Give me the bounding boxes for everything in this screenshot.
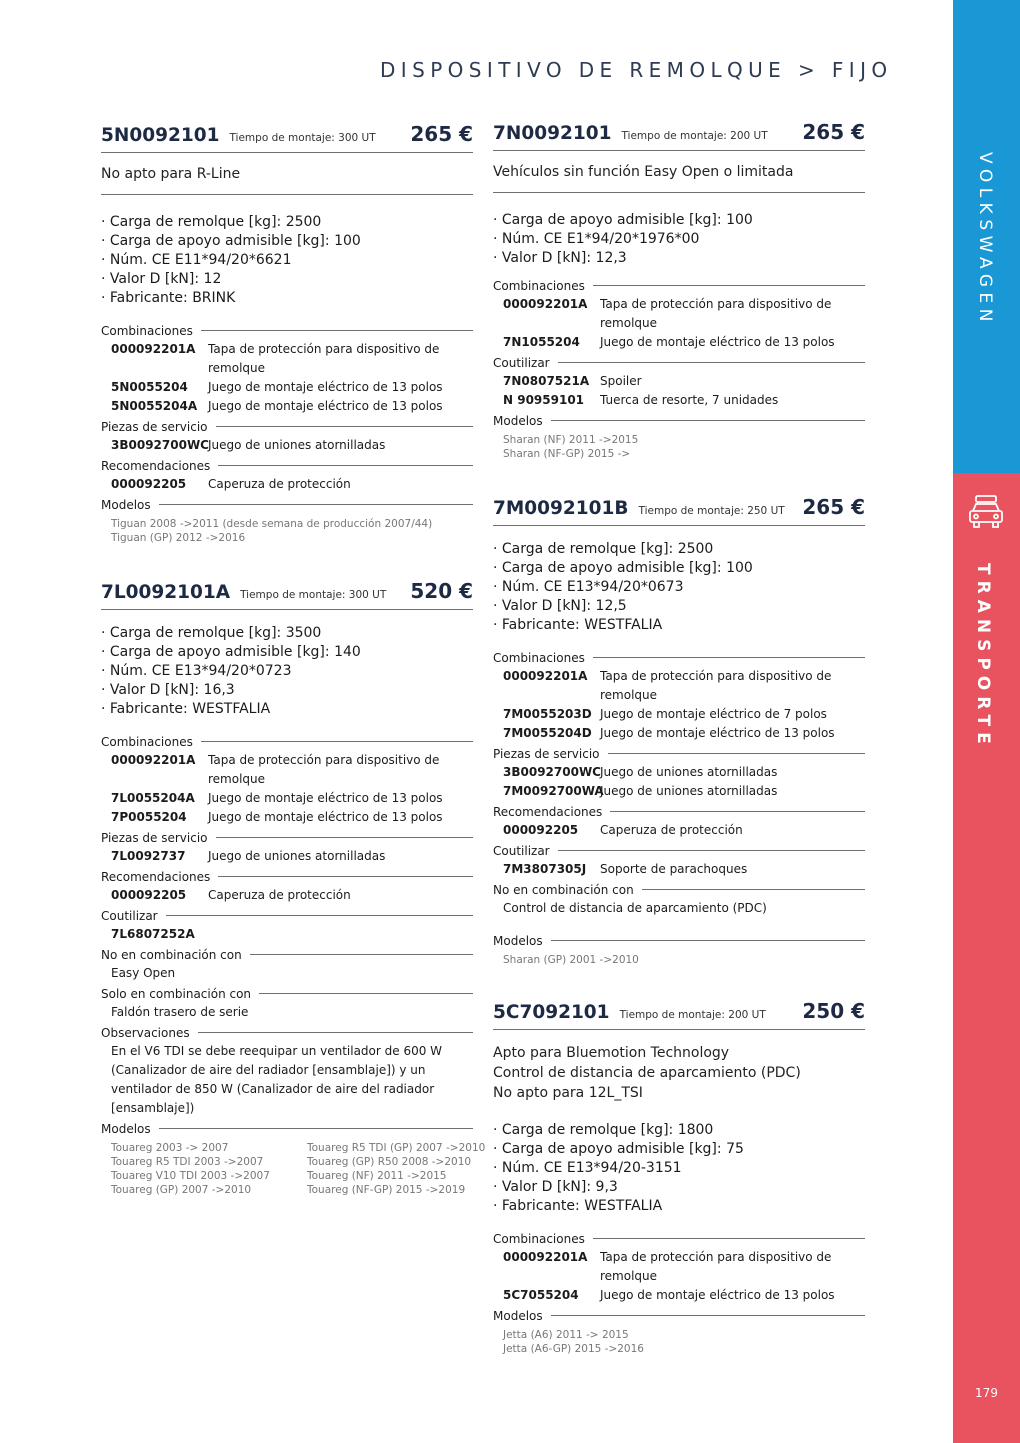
spec-list — [101, 213, 473, 308]
spec-item: · Carga de remolque [kg]: 2500 — [101, 214, 322, 230]
section-modelos: Modelos — [101, 495, 473, 514]
mounting-time: Tiempo de montaje: 300 UT — [240, 589, 387, 601]
section-solo-combinacion: Solo en combinación con — [101, 984, 473, 1003]
section-no-combinacion: No en combinación con — [101, 945, 473, 964]
section-piezas: Piezas de servicio — [493, 744, 865, 763]
spec-item: · Carga de apoyo admisible [kg]: 100 — [493, 560, 753, 576]
category-label: TRANSPORTE — [973, 563, 993, 750]
left-column — [101, 122, 486, 1197]
spec-item: · Fabricante: BRINK — [101, 290, 236, 306]
mounting-time: Tiempo de montaje: 250 UT — [638, 505, 785, 517]
spec-item: · Valor D [kN]: 9,3 — [493, 1179, 618, 1195]
spec-item: · Carga de remolque [kg]: 1800 — [493, 1122, 714, 1138]
spec-list — [101, 624, 473, 719]
spec-item: · Núm. CE E11*94/20*6621 — [101, 252, 292, 268]
no-combination-value: Easy Open — [111, 966, 176, 980]
part-row: 000092205 Caperuza de protección — [111, 888, 351, 902]
part-row: 5N0055204 Juego de montaje eléctrico de 13 polos — [111, 380, 443, 394]
model-list: Jetta (A6) 2011 -> 2015 Jetta (A6-GP) 2015 ->2016 — [503, 1329, 644, 1355]
right-column — [493, 120, 865, 1356]
section-modelos: Modelos — [101, 1119, 473, 1138]
spec-list — [493, 540, 865, 635]
model-list: Tiguan 2008 ->2011 (desde semana de producción 2007/44) Tiguan (GP) 2012 ->2016 — [111, 518, 433, 544]
section-recomendaciones: Recomendaciones — [101, 867, 473, 886]
part-row: 000092201A Tapa de protección para dispositivo de remolque — [503, 669, 832, 702]
product-code: 5N0092101 — [101, 125, 220, 146]
spec-item: · Carga de apoyo admisible [kg]: 100 — [101, 233, 361, 249]
part-row: 000092201A Tapa de protección para dispositivo de remolque — [503, 1250, 832, 1283]
spec-item: · Carga de apoyo admisible [kg]: 100 — [493, 212, 753, 228]
section-piezas: Piezas de servicio — [101, 828, 473, 847]
mounting-time: Tiempo de montaje: 200 UT — [621, 130, 768, 142]
product-7M0092101B — [493, 495, 865, 967]
product-price: 520 € — [410, 579, 473, 603]
product-header — [493, 120, 865, 151]
mounting-time: Tiempo de montaje: 300 UT — [229, 132, 376, 144]
product-notes: Apto para Bluemotion Technology Control de distancia de aparcamiento (PDC) No apto para 12L_TSI — [493, 1045, 801, 1101]
spec-item: · Carga de apoyo admisible [kg]: 140 — [101, 644, 361, 660]
part-row: 000092201A Tapa de protección para dispositivo de remolque — [111, 342, 440, 375]
product-header — [101, 122, 473, 153]
part-row: 3B0092700WC Juego de uniones atornilladas — [111, 438, 386, 452]
part-row: 7L0092737 Juego de uniones atornilladas — [111, 849, 386, 863]
spec-item: · Núm. CE E1*94/20*1976*00 — [493, 231, 700, 247]
spec-item: · Valor D [kN]: 16,3 — [101, 682, 235, 698]
section-coutilizar: Coutilizar — [101, 906, 473, 925]
part-row: 7M0092700WA Juego de uniones atornilladas — [503, 784, 778, 798]
part-row: N 90959101 Tuerca de resorte, 7 unidades — [503, 393, 779, 407]
spec-item: · Fabricante: WESTFALIA — [493, 617, 663, 633]
part-row: 7P0055204 Juego de montaje eléctrico de 13 polos — [111, 810, 443, 824]
spec-list — [493, 1121, 865, 1216]
section-no-combinacion: No en combinación con — [493, 880, 865, 899]
section-combinaciones: Combinaciones — [493, 1229, 865, 1248]
part-row: 7L6807252A — [111, 927, 195, 941]
section-modelos: Modelos — [493, 411, 865, 430]
no-combination-value: Control de distancia de aparcamiento (PDC) — [503, 901, 767, 915]
product-header — [493, 999, 865, 1030]
part-row: 7N0807521A Spoiler — [503, 374, 642, 388]
product-code: 7N0092101 — [493, 123, 612, 144]
part-row: 5N0055204A Juego de montaje eléctrico de 13 polos — [111, 399, 443, 413]
product-7L0092101A — [101, 579, 486, 1197]
section-combinaciones: Combinaciones — [101, 321, 473, 340]
part-row: 000092205 Caperuza de protección — [503, 823, 743, 837]
product-5C7092101 — [493, 999, 865, 1356]
product-7N0092101 — [493, 120, 865, 461]
product-header — [493, 495, 865, 526]
spec-item: · Núm. CE E13*94/20*0673 — [493, 579, 684, 595]
product-price: 250 € — [802, 999, 865, 1023]
section-modelos: Modelos — [493, 1306, 865, 1325]
section-piezas: Piezas de servicio — [101, 417, 473, 436]
product-code: 7L0092101A — [101, 582, 231, 603]
part-row: 7N1055204 Juego de montaje eléctrico de 13 polos — [503, 335, 835, 349]
part-row: 3B0092700WC Juego de uniones atornilladas — [503, 765, 778, 779]
section-combinaciones: Combinaciones — [101, 732, 473, 751]
section-observaciones: Observaciones — [101, 1023, 473, 1042]
brand-sidebar — [953, 0, 1020, 473]
part-row: 000092205 Caperuza de protección — [111, 477, 351, 491]
section-coutilizar: Coutilizar — [493, 353, 865, 372]
section-combinaciones: Combinaciones — [493, 276, 865, 295]
part-row: 5C7055204 Juego de montaje eléctrico de 13 polos — [503, 1288, 835, 1302]
page-number: 179 — [975, 1386, 998, 1400]
product-price: 265 € — [802, 495, 865, 519]
part-row: 7L0055204A Juego de montaje eléctrico de 13 polos — [111, 791, 443, 805]
product-header — [101, 579, 473, 610]
section-coutilizar: Coutilizar — [493, 841, 865, 860]
spec-item: · Fabricante: WESTFALIA — [101, 701, 271, 717]
mounting-time: Tiempo de montaje: 200 UT — [619, 1009, 766, 1021]
section-modelos: Modelos — [493, 931, 865, 950]
spec-item: · Núm. CE E13*94/20-3151 — [493, 1160, 682, 1176]
product-note: No apto para R-Line — [101, 153, 473, 195]
spec-item: · Carga de remolque [kg]: 3500 — [101, 625, 322, 641]
category-sidebar — [953, 473, 1020, 1443]
spec-item: · Carga de remolque [kg]: 2500 — [493, 541, 714, 557]
part-row: 7M0055203D Juego de montaje eléctrico de 7 polos — [503, 707, 827, 721]
spec-item: · Carga de apoyo admisible [kg]: 75 — [493, 1141, 744, 1157]
product-note: Vehículos sin función Easy Open o limitada — [493, 151, 865, 193]
brand-label: VOLKSWAGEN — [975, 152, 995, 327]
spec-item: · Núm. CE E13*94/20*0723 — [101, 663, 292, 679]
product-price: 265 € — [802, 120, 865, 144]
product-code: 5C7092101 — [493, 1002, 610, 1023]
model-list: Touareg 2003 -> 2007 Touareg R5 TDI (GP) 2007 ->2010 Touareg R5 TDI 2003 ->2007 Touareg (GP) R50 2008 ->2010 Touareg V10 TDI 2003 ->2007 Touareg (NF) 2011 ->2015 Touareg (GP) 2007 ->2010 Touareg (NF-GP) 2015 ->2019 — [111, 1142, 486, 1196]
part-row: 7M3807305J Soporte de parachoques — [503, 862, 748, 876]
section-recomendaciones: Recomendaciones — [101, 456, 473, 475]
page-header: DISPOSITIVO DE REMOLQUE > FIJO — [380, 58, 893, 82]
spec-item: · Valor D [kN]: 12,3 — [493, 250, 627, 266]
spec-list — [493, 211, 865, 268]
part-row: 000092201A Tapa de protección para dispositivo de remolque — [111, 753, 440, 786]
spec-item: · Valor D [kN]: 12,5 — [493, 598, 627, 614]
part-row: 000092201A Tapa de protección para dispositivo de remolque — [503, 297, 832, 330]
model-list: Sharan (NF) 2011 ->2015 Sharan (NF-GP) 2015 -> — [503, 434, 639, 460]
product-price: 265 € — [410, 122, 473, 146]
part-row: 7M0055204D Juego de montaje eléctrico de 13 polos — [503, 726, 835, 740]
only-combination-value: Faldón trasero de serie — [111, 1005, 249, 1019]
model-list: Sharan (GP) 2001 ->2010 — [503, 954, 639, 966]
observations-text: En el V6 TDI se debe reequipar un ventilador de 600 W (Canalizador de aire del radiador [ensamblaje]) y un ventilador de 850 W (Canalizador de aire del radiador [ensamblaje]) — [111, 1044, 443, 1115]
product-code: 7M0092101B — [493, 498, 629, 519]
spec-item: · Valor D [kN]: 12 — [101, 271, 222, 287]
spec-item: · Fabricante: WESTFALIA — [493, 1198, 663, 1214]
product-5N0092101 — [101, 122, 473, 545]
section-combinaciones: Combinaciones — [493, 648, 865, 667]
section-recomendaciones: Recomendaciones — [493, 802, 865, 821]
car-icon — [965, 491, 1007, 533]
